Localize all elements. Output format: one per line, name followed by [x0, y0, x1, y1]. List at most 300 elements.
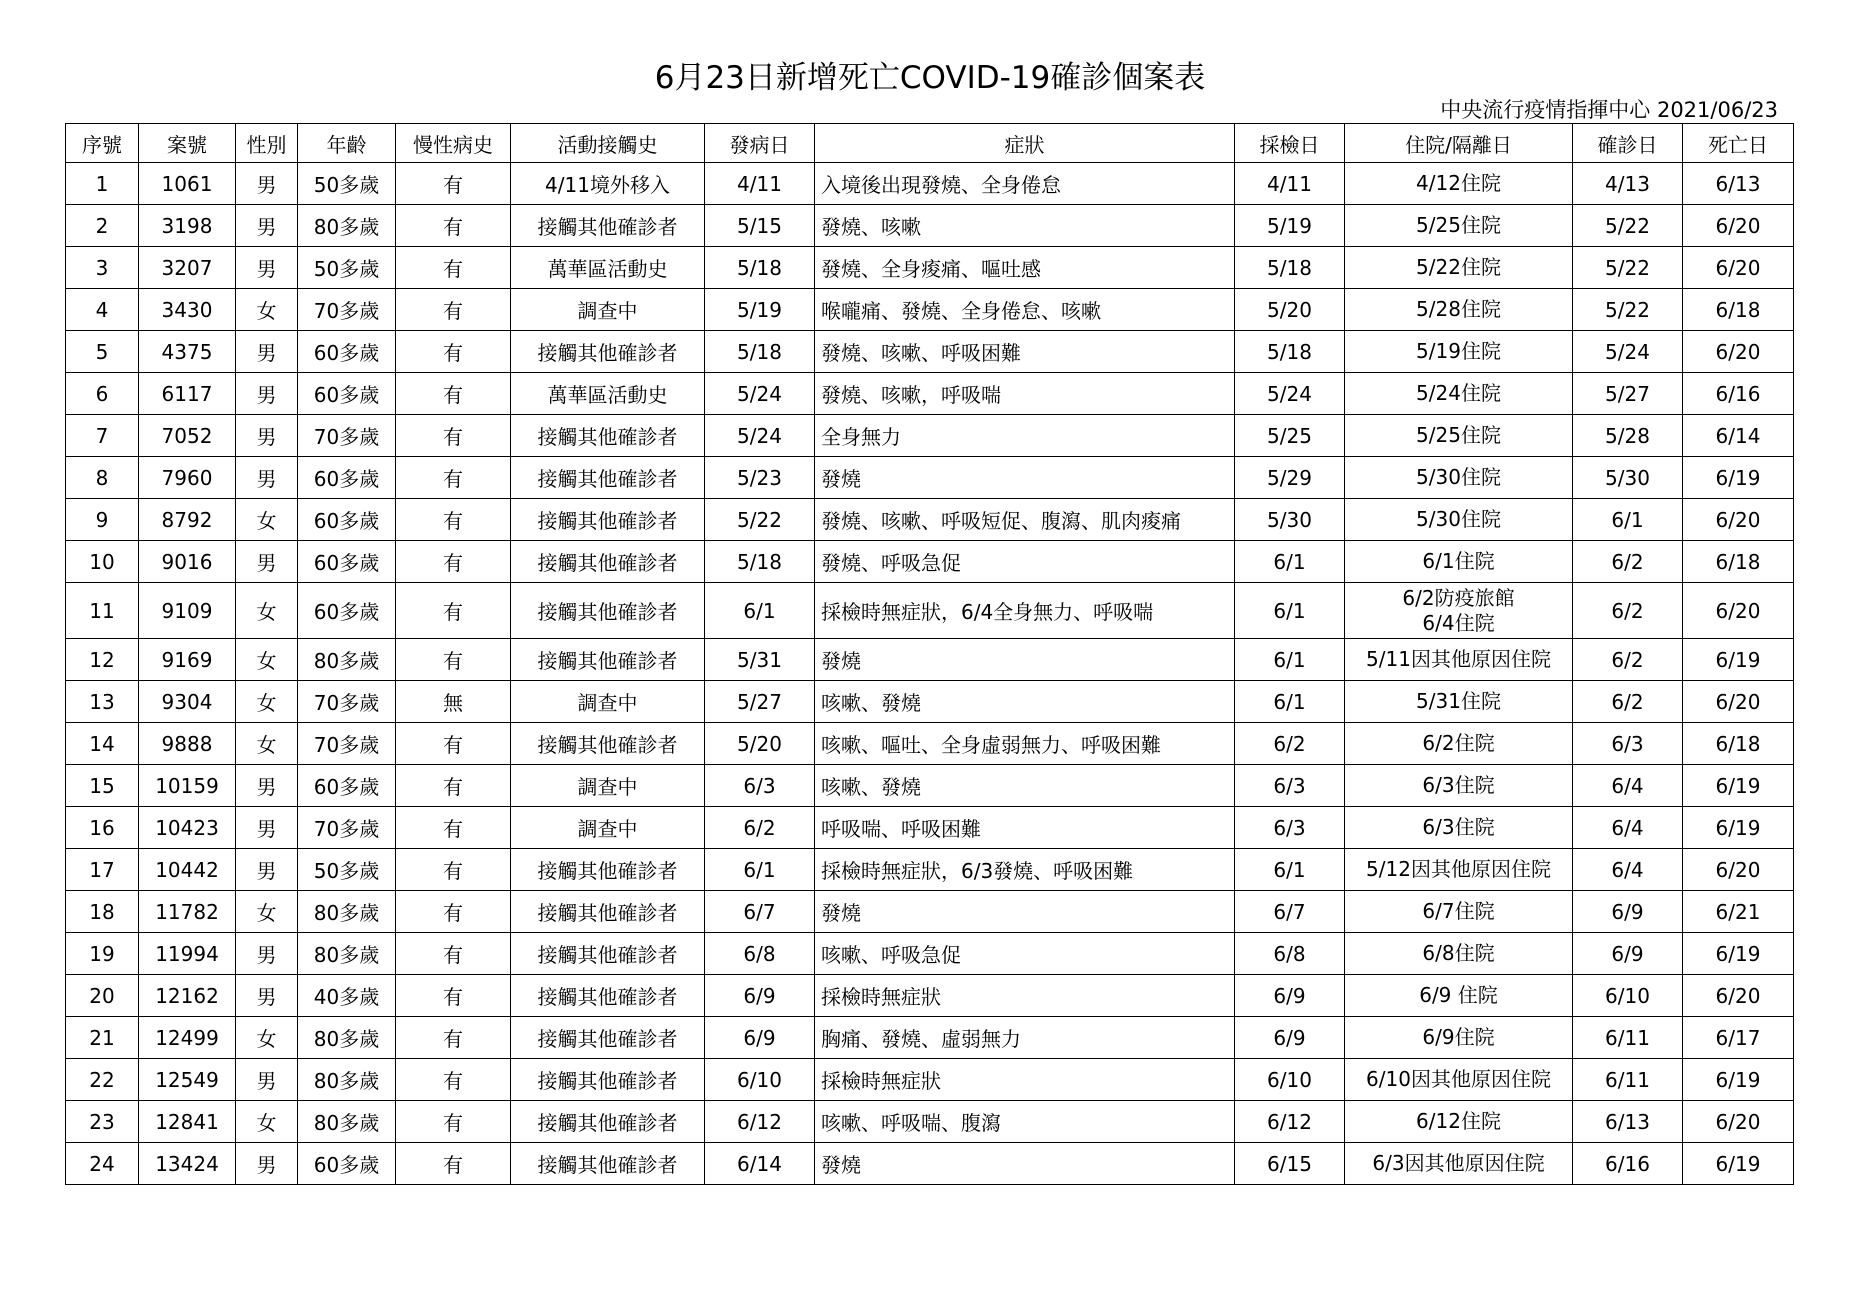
cell-chronic: 有	[396, 331, 511, 373]
header-test: 採檢日	[1235, 124, 1345, 163]
cell-chronic: 有	[396, 163, 511, 205]
cell-test: 5/18	[1235, 247, 1345, 289]
hospital-line: 6/2住院	[1422, 731, 1495, 755]
cell-test: 6/9	[1235, 1017, 1345, 1059]
cell-test: 6/1	[1235, 639, 1345, 681]
cell-seq: 11	[66, 583, 139, 639]
cell-contact: 接觸其他確診者	[511, 1017, 705, 1059]
cell-symptoms: 採檢時無症狀	[815, 1059, 1235, 1101]
table-row	[66, 681, 1794, 723]
cell-contact: 調查中	[511, 807, 705, 849]
source-and-date: 中央流行疫情指揮中心 2021/06/23	[1440, 98, 1778, 122]
cell-seq: 16	[66, 807, 139, 849]
table-row	[66, 247, 1794, 289]
cell-case-no: 12499	[139, 1017, 236, 1059]
cell-age: 60多歲	[298, 373, 396, 415]
cell-symptoms: 咳嗽、呼吸急促	[815, 933, 1235, 975]
cell-onset: 5/19	[705, 289, 815, 331]
cell-seq: 15	[66, 765, 139, 807]
hospital-line: 6/8住院	[1422, 941, 1495, 965]
header-row	[66, 124, 1794, 163]
cell-case-no: 3430	[139, 289, 236, 331]
cell-age: 70多歲	[298, 681, 396, 723]
header-confirm: 確診日	[1573, 124, 1683, 163]
cell-confirm: 6/4	[1573, 849, 1683, 891]
cell-hospital	[1345, 457, 1573, 499]
cell-sex: 男	[236, 247, 298, 289]
cell-test: 6/1	[1235, 849, 1345, 891]
table-row	[66, 1101, 1794, 1143]
cell-symptoms: 發燒	[815, 639, 1235, 681]
cell-test: 6/12	[1235, 1101, 1345, 1143]
hospital-line: 5/31住院	[1416, 689, 1501, 713]
cell-sex: 女	[236, 723, 298, 765]
cell-symptoms: 發燒、咳嗽，呼吸喘	[815, 373, 1235, 415]
cell-symptoms: 發燒	[815, 1143, 1235, 1185]
cell-confirm: 6/2	[1573, 639, 1683, 681]
cell-sex: 男	[236, 415, 298, 457]
cell-death: 6/16	[1683, 373, 1794, 415]
cell-confirm: 5/27	[1573, 373, 1683, 415]
cell-seq: 8	[66, 457, 139, 499]
cell-chronic: 有	[396, 499, 511, 541]
cell-hospital	[1345, 639, 1573, 681]
cell-test: 6/15	[1235, 1143, 1345, 1185]
cell-chronic: 有	[396, 891, 511, 933]
cell-sex: 女	[236, 289, 298, 331]
cell-confirm: 5/22	[1573, 247, 1683, 289]
cell-confirm: 5/28	[1573, 415, 1683, 457]
cell-symptoms: 胸痛、發燒、虛弱無力	[815, 1017, 1235, 1059]
hospital-line: 4/12住院	[1416, 171, 1501, 195]
cell-onset: 5/22	[705, 499, 815, 541]
cell-chronic: 有	[396, 807, 511, 849]
table-body	[66, 163, 1794, 1185]
cell-test: 6/1	[1235, 681, 1345, 723]
cell-symptoms: 採檢時無症狀，6/4全身無力、呼吸喘	[815, 583, 1235, 639]
cell-confirm: 6/11	[1573, 1017, 1683, 1059]
page-title: 6月23日新增死亡COVID-19確診個案表	[654, 60, 1206, 96]
cell-sex: 男	[236, 373, 298, 415]
cell-onset: 5/31	[705, 639, 815, 681]
cell-sex: 女	[236, 1101, 298, 1143]
table-row	[66, 499, 1794, 541]
hospital-line: 6/9住院	[1422, 1025, 1495, 1049]
cell-hospital	[1345, 1017, 1573, 1059]
cell-confirm: 4/13	[1573, 163, 1683, 205]
header-onset: 發病日	[705, 124, 815, 163]
cell-death: 6/19	[1683, 1143, 1794, 1185]
table-row	[66, 205, 1794, 247]
cell-seq: 23	[66, 1101, 139, 1143]
header-hospital: 住院/隔離日	[1345, 124, 1573, 163]
cell-case-no: 3207	[139, 247, 236, 289]
cell-onset: 5/18	[705, 541, 815, 583]
cell-sex: 男	[236, 1143, 298, 1185]
cell-onset: 6/12	[705, 1101, 815, 1143]
cell-sex: 男	[236, 205, 298, 247]
cell-death: 6/18	[1683, 723, 1794, 765]
cell-symptoms: 呼吸喘、呼吸困難	[815, 807, 1235, 849]
cell-onset: 6/7	[705, 891, 815, 933]
cell-onset: 6/14	[705, 1143, 815, 1185]
cell-hospital	[1345, 541, 1573, 583]
cell-onset: 5/27	[705, 681, 815, 723]
cell-sex: 男	[236, 163, 298, 205]
cell-age: 60多歲	[298, 1143, 396, 1185]
cell-confirm: 6/13	[1573, 1101, 1683, 1143]
table-row	[66, 765, 1794, 807]
cell-sex: 男	[236, 975, 298, 1017]
cell-death: 6/19	[1683, 933, 1794, 975]
cell-seq: 19	[66, 933, 139, 975]
cell-chronic: 有	[396, 1101, 511, 1143]
cell-confirm: 6/2	[1573, 541, 1683, 583]
table-row	[66, 891, 1794, 933]
cell-symptoms: 咳嗽、發燒	[815, 681, 1235, 723]
cell-sex: 男	[236, 1059, 298, 1101]
cell-test: 5/30	[1235, 499, 1345, 541]
header-death: 死亡日	[1683, 124, 1794, 163]
cell-contact: 調查中	[511, 765, 705, 807]
cell-hospital	[1345, 583, 1573, 639]
cell-sex: 女	[236, 1017, 298, 1059]
table-header	[66, 124, 1794, 163]
table-row	[66, 415, 1794, 457]
cell-confirm: 6/1	[1573, 499, 1683, 541]
table-row	[66, 639, 1794, 681]
table-row	[66, 1059, 1794, 1101]
cell-hospital	[1345, 499, 1573, 541]
cell-chronic: 無	[396, 681, 511, 723]
cell-contact: 接觸其他確診者	[511, 1059, 705, 1101]
cell-death: 6/20	[1683, 681, 1794, 723]
cell-death: 6/20	[1683, 1101, 1794, 1143]
cell-test: 6/3	[1235, 765, 1345, 807]
cell-symptoms: 咳嗽、嘔吐、全身虛弱無力、呼吸困難	[815, 723, 1235, 765]
cell-death: 6/13	[1683, 163, 1794, 205]
cell-seq: 22	[66, 1059, 139, 1101]
cell-hospital	[1345, 415, 1573, 457]
cell-contact: 接觸其他確診者	[511, 583, 705, 639]
cell-age: 60多歲	[298, 541, 396, 583]
cell-symptoms: 發燒、呼吸急促	[815, 541, 1235, 583]
cell-age: 50多歲	[298, 247, 396, 289]
cell-seq: 20	[66, 975, 139, 1017]
cell-contact: 調查中	[511, 681, 705, 723]
cell-case-no: 11994	[139, 933, 236, 975]
cell-symptoms: 發燒	[815, 457, 1235, 499]
table-row	[66, 1017, 1794, 1059]
hospital-line: 5/25住院	[1416, 423, 1501, 447]
cell-chronic: 有	[396, 1017, 511, 1059]
cell-onset: 5/24	[705, 373, 815, 415]
cell-chronic: 有	[396, 289, 511, 331]
cell-age: 80多歲	[298, 1101, 396, 1143]
header-sex: 性別	[236, 124, 298, 163]
cell-sex: 男	[236, 933, 298, 975]
cell-seq: 10	[66, 541, 139, 583]
hospital-line: 5/11因其他原因住院	[1366, 647, 1551, 671]
cell-onset: 5/24	[705, 415, 815, 457]
hospital-line: 5/24住院	[1416, 381, 1501, 405]
cell-age: 80多歲	[298, 205, 396, 247]
cell-seq: 7	[66, 415, 139, 457]
cell-hospital	[1345, 933, 1573, 975]
cell-case-no: 13424	[139, 1143, 236, 1185]
cell-symptoms: 發燒	[815, 891, 1235, 933]
cell-contact: 接觸其他確診者	[511, 205, 705, 247]
cell-death: 6/20	[1683, 583, 1794, 639]
cell-contact: 接觸其他確診者	[511, 849, 705, 891]
cell-confirm: 6/9	[1573, 933, 1683, 975]
cell-hospital	[1345, 681, 1573, 723]
cell-onset: 6/2	[705, 807, 815, 849]
cell-contact: 接觸其他確診者	[511, 331, 705, 373]
header-case-no: 案號	[139, 124, 236, 163]
hospital-line: 6/3因其他原因住院	[1372, 1151, 1545, 1175]
hospital-line: 6/3住院	[1422, 815, 1495, 839]
cell-sex: 男	[236, 331, 298, 373]
cell-case-no: 7052	[139, 415, 236, 457]
cell-hospital	[1345, 1143, 1573, 1185]
cell-case-no: 12162	[139, 975, 236, 1017]
cell-symptoms: 全身無力	[815, 415, 1235, 457]
cell-hospital	[1345, 1059, 1573, 1101]
cell-chronic: 有	[396, 373, 511, 415]
cell-test: 6/9	[1235, 975, 1345, 1017]
cell-symptoms: 發燒、咳嗽、呼吸短促、腹瀉、肌肉痠痛	[815, 499, 1235, 541]
cell-chronic: 有	[396, 247, 511, 289]
cell-test: 6/1	[1235, 541, 1345, 583]
cell-sex: 男	[236, 457, 298, 499]
cell-seq: 12	[66, 639, 139, 681]
header-age: 年齡	[298, 124, 396, 163]
cell-onset: 6/1	[705, 849, 815, 891]
cell-case-no: 3198	[139, 205, 236, 247]
cell-seq: 14	[66, 723, 139, 765]
cell-onset: 6/10	[705, 1059, 815, 1101]
cell-hospital	[1345, 163, 1573, 205]
table-row	[66, 457, 1794, 499]
cell-confirm: 6/16	[1573, 1143, 1683, 1185]
cell-contact: 接觸其他確診者	[511, 1101, 705, 1143]
cell-test: 6/1	[1235, 583, 1345, 639]
cell-chronic: 有	[396, 1059, 511, 1101]
hospital-line: 5/19住院	[1416, 339, 1501, 363]
cell-seq: 3	[66, 247, 139, 289]
cell-test: 5/29	[1235, 457, 1345, 499]
cell-contact: 接觸其他確診者	[511, 891, 705, 933]
cell-symptoms: 採檢時無症狀	[815, 975, 1235, 1017]
cell-seq: 24	[66, 1143, 139, 1185]
table-row	[66, 849, 1794, 891]
cell-seq: 21	[66, 1017, 139, 1059]
hospital-line: 5/12因其他原因住院	[1366, 857, 1551, 881]
cell-test: 5/18	[1235, 331, 1345, 373]
header-chronic: 慢性病史	[396, 124, 511, 163]
cell-sex: 男	[236, 849, 298, 891]
cell-seq: 13	[66, 681, 139, 723]
cell-symptoms: 發燒、咳嗽、呼吸困難	[815, 331, 1235, 373]
cell-symptoms: 發燒、全身痠痛、嘔吐感	[815, 247, 1235, 289]
cell-death: 6/18	[1683, 289, 1794, 331]
cell-case-no: 6117	[139, 373, 236, 415]
hospital-line: 6/9 住院	[1419, 983, 1498, 1007]
cell-case-no: 12549	[139, 1059, 236, 1101]
cell-onset: 6/9	[705, 1017, 815, 1059]
cell-case-no: 9888	[139, 723, 236, 765]
table-row	[66, 1143, 1794, 1185]
cell-death: 6/20	[1683, 205, 1794, 247]
cell-chronic: 有	[396, 975, 511, 1017]
cell-contact: 4/11境外移入	[511, 163, 705, 205]
cell-case-no: 10423	[139, 807, 236, 849]
hospital-line: 6/4住院	[1422, 610, 1495, 635]
cell-contact: 萬華區活動史	[511, 373, 705, 415]
table-row	[66, 373, 1794, 415]
header-seq: 序號	[66, 124, 139, 163]
table-row	[66, 933, 1794, 975]
cell-case-no: 9016	[139, 541, 236, 583]
cell-contact: 調查中	[511, 289, 705, 331]
hospital-line: 5/30住院	[1416, 507, 1501, 531]
cell-contact: 接觸其他確診者	[511, 639, 705, 681]
cell-death: 6/18	[1683, 541, 1794, 583]
cell-death: 6/14	[1683, 415, 1794, 457]
cell-death: 6/21	[1683, 891, 1794, 933]
cell-sex: 女	[236, 499, 298, 541]
cell-hospital	[1345, 205, 1573, 247]
cell-death: 6/20	[1683, 331, 1794, 373]
hospital-line: 6/3住院	[1422, 773, 1495, 797]
cell-age: 40多歲	[298, 975, 396, 1017]
cell-confirm: 6/9	[1573, 891, 1683, 933]
cell-hospital	[1345, 975, 1573, 1017]
cell-test: 6/7	[1235, 891, 1345, 933]
table-row	[66, 163, 1794, 205]
cell-contact: 接觸其他確診者	[511, 975, 705, 1017]
hospital-line: 6/2防疫旅館	[1402, 585, 1515, 610]
table-row	[66, 331, 1794, 373]
cell-onset: 4/11	[705, 163, 815, 205]
cell-age: 70多歲	[298, 807, 396, 849]
table-row	[66, 289, 1794, 331]
cell-age: 80多歲	[298, 891, 396, 933]
cell-onset: 5/18	[705, 331, 815, 373]
cell-hospital	[1345, 331, 1573, 373]
cell-contact: 接觸其他確診者	[511, 723, 705, 765]
cell-death: 6/20	[1683, 975, 1794, 1017]
cell-confirm: 5/22	[1573, 289, 1683, 331]
cell-death: 6/20	[1683, 499, 1794, 541]
cell-age: 80多歲	[298, 933, 396, 975]
hospital-line: 6/12住院	[1416, 1109, 1501, 1133]
cell-confirm: 6/4	[1573, 765, 1683, 807]
cell-age: 70多歲	[298, 723, 396, 765]
cell-onset: 5/18	[705, 247, 815, 289]
cell-test: 6/3	[1235, 807, 1345, 849]
table-row	[66, 807, 1794, 849]
cell-onset: 5/15	[705, 205, 815, 247]
cell-sex: 女	[236, 891, 298, 933]
table-row	[66, 975, 1794, 1017]
cell-hospital	[1345, 765, 1573, 807]
cell-seq: 17	[66, 849, 139, 891]
cell-confirm: 5/24	[1573, 331, 1683, 373]
case-table	[65, 123, 1794, 1185]
cell-case-no: 12841	[139, 1101, 236, 1143]
hospital-line: 5/30住院	[1416, 465, 1501, 489]
cell-age: 50多歲	[298, 849, 396, 891]
cell-contact: 接觸其他確診者	[511, 415, 705, 457]
cell-case-no: 8792	[139, 499, 236, 541]
cell-death: 6/20	[1683, 247, 1794, 289]
cell-onset: 6/9	[705, 975, 815, 1017]
cell-age: 80多歲	[298, 1059, 396, 1101]
cell-test: 6/8	[1235, 933, 1345, 975]
cell-contact: 萬華區活動史	[511, 247, 705, 289]
cell-contact: 接觸其他確診者	[511, 541, 705, 583]
cell-sex: 女	[236, 583, 298, 639]
cell-age: 60多歲	[298, 499, 396, 541]
cell-case-no: 10159	[139, 765, 236, 807]
hospital-line: 6/10因其他原因住院	[1366, 1067, 1551, 1091]
hospital-line: 5/28住院	[1416, 297, 1501, 321]
cell-sex: 男	[236, 807, 298, 849]
hospital-line: 5/22住院	[1416, 255, 1501, 279]
cell-chronic: 有	[396, 415, 511, 457]
cell-onset: 6/3	[705, 765, 815, 807]
cell-contact: 接觸其他確診者	[511, 499, 705, 541]
cell-hospital	[1345, 1101, 1573, 1143]
cell-test: 5/24	[1235, 373, 1345, 415]
cell-sex: 女	[236, 681, 298, 723]
cell-chronic: 有	[396, 205, 511, 247]
cell-hospital	[1345, 373, 1573, 415]
cell-onset: 5/23	[705, 457, 815, 499]
cell-chronic: 有	[396, 541, 511, 583]
cell-symptoms: 採檢時無症狀，6/3發燒、呼吸困難	[815, 849, 1235, 891]
cell-chronic: 有	[396, 765, 511, 807]
hospital-line: 6/7住院	[1422, 899, 1495, 923]
cell-confirm: 6/3	[1573, 723, 1683, 765]
table-row	[66, 583, 1794, 639]
cell-case-no: 9109	[139, 583, 236, 639]
cell-seq: 6	[66, 373, 139, 415]
cell-age: 60多歲	[298, 457, 396, 499]
cell-age: 60多歲	[298, 583, 396, 639]
cell-confirm: 5/22	[1573, 205, 1683, 247]
cell-symptoms: 咳嗽、發燒	[815, 765, 1235, 807]
cell-symptoms: 發燒、咳嗽	[815, 205, 1235, 247]
cell-age: 70多歲	[298, 289, 396, 331]
cell-age: 80多歲	[298, 1017, 396, 1059]
cell-onset: 5/20	[705, 723, 815, 765]
cell-symptoms: 咳嗽、呼吸喘、腹瀉	[815, 1101, 1235, 1143]
cell-seq: 2	[66, 205, 139, 247]
cell-seq: 5	[66, 331, 139, 373]
cell-hospital	[1345, 247, 1573, 289]
header-symptoms: 症狀	[815, 124, 1235, 163]
cell-hospital	[1345, 891, 1573, 933]
cell-age: 60多歲	[298, 765, 396, 807]
cell-chronic: 有	[396, 849, 511, 891]
cell-confirm: 5/30	[1573, 457, 1683, 499]
cell-confirm: 6/2	[1573, 583, 1683, 639]
cell-seq: 1	[66, 163, 139, 205]
cell-chronic: 有	[396, 933, 511, 975]
